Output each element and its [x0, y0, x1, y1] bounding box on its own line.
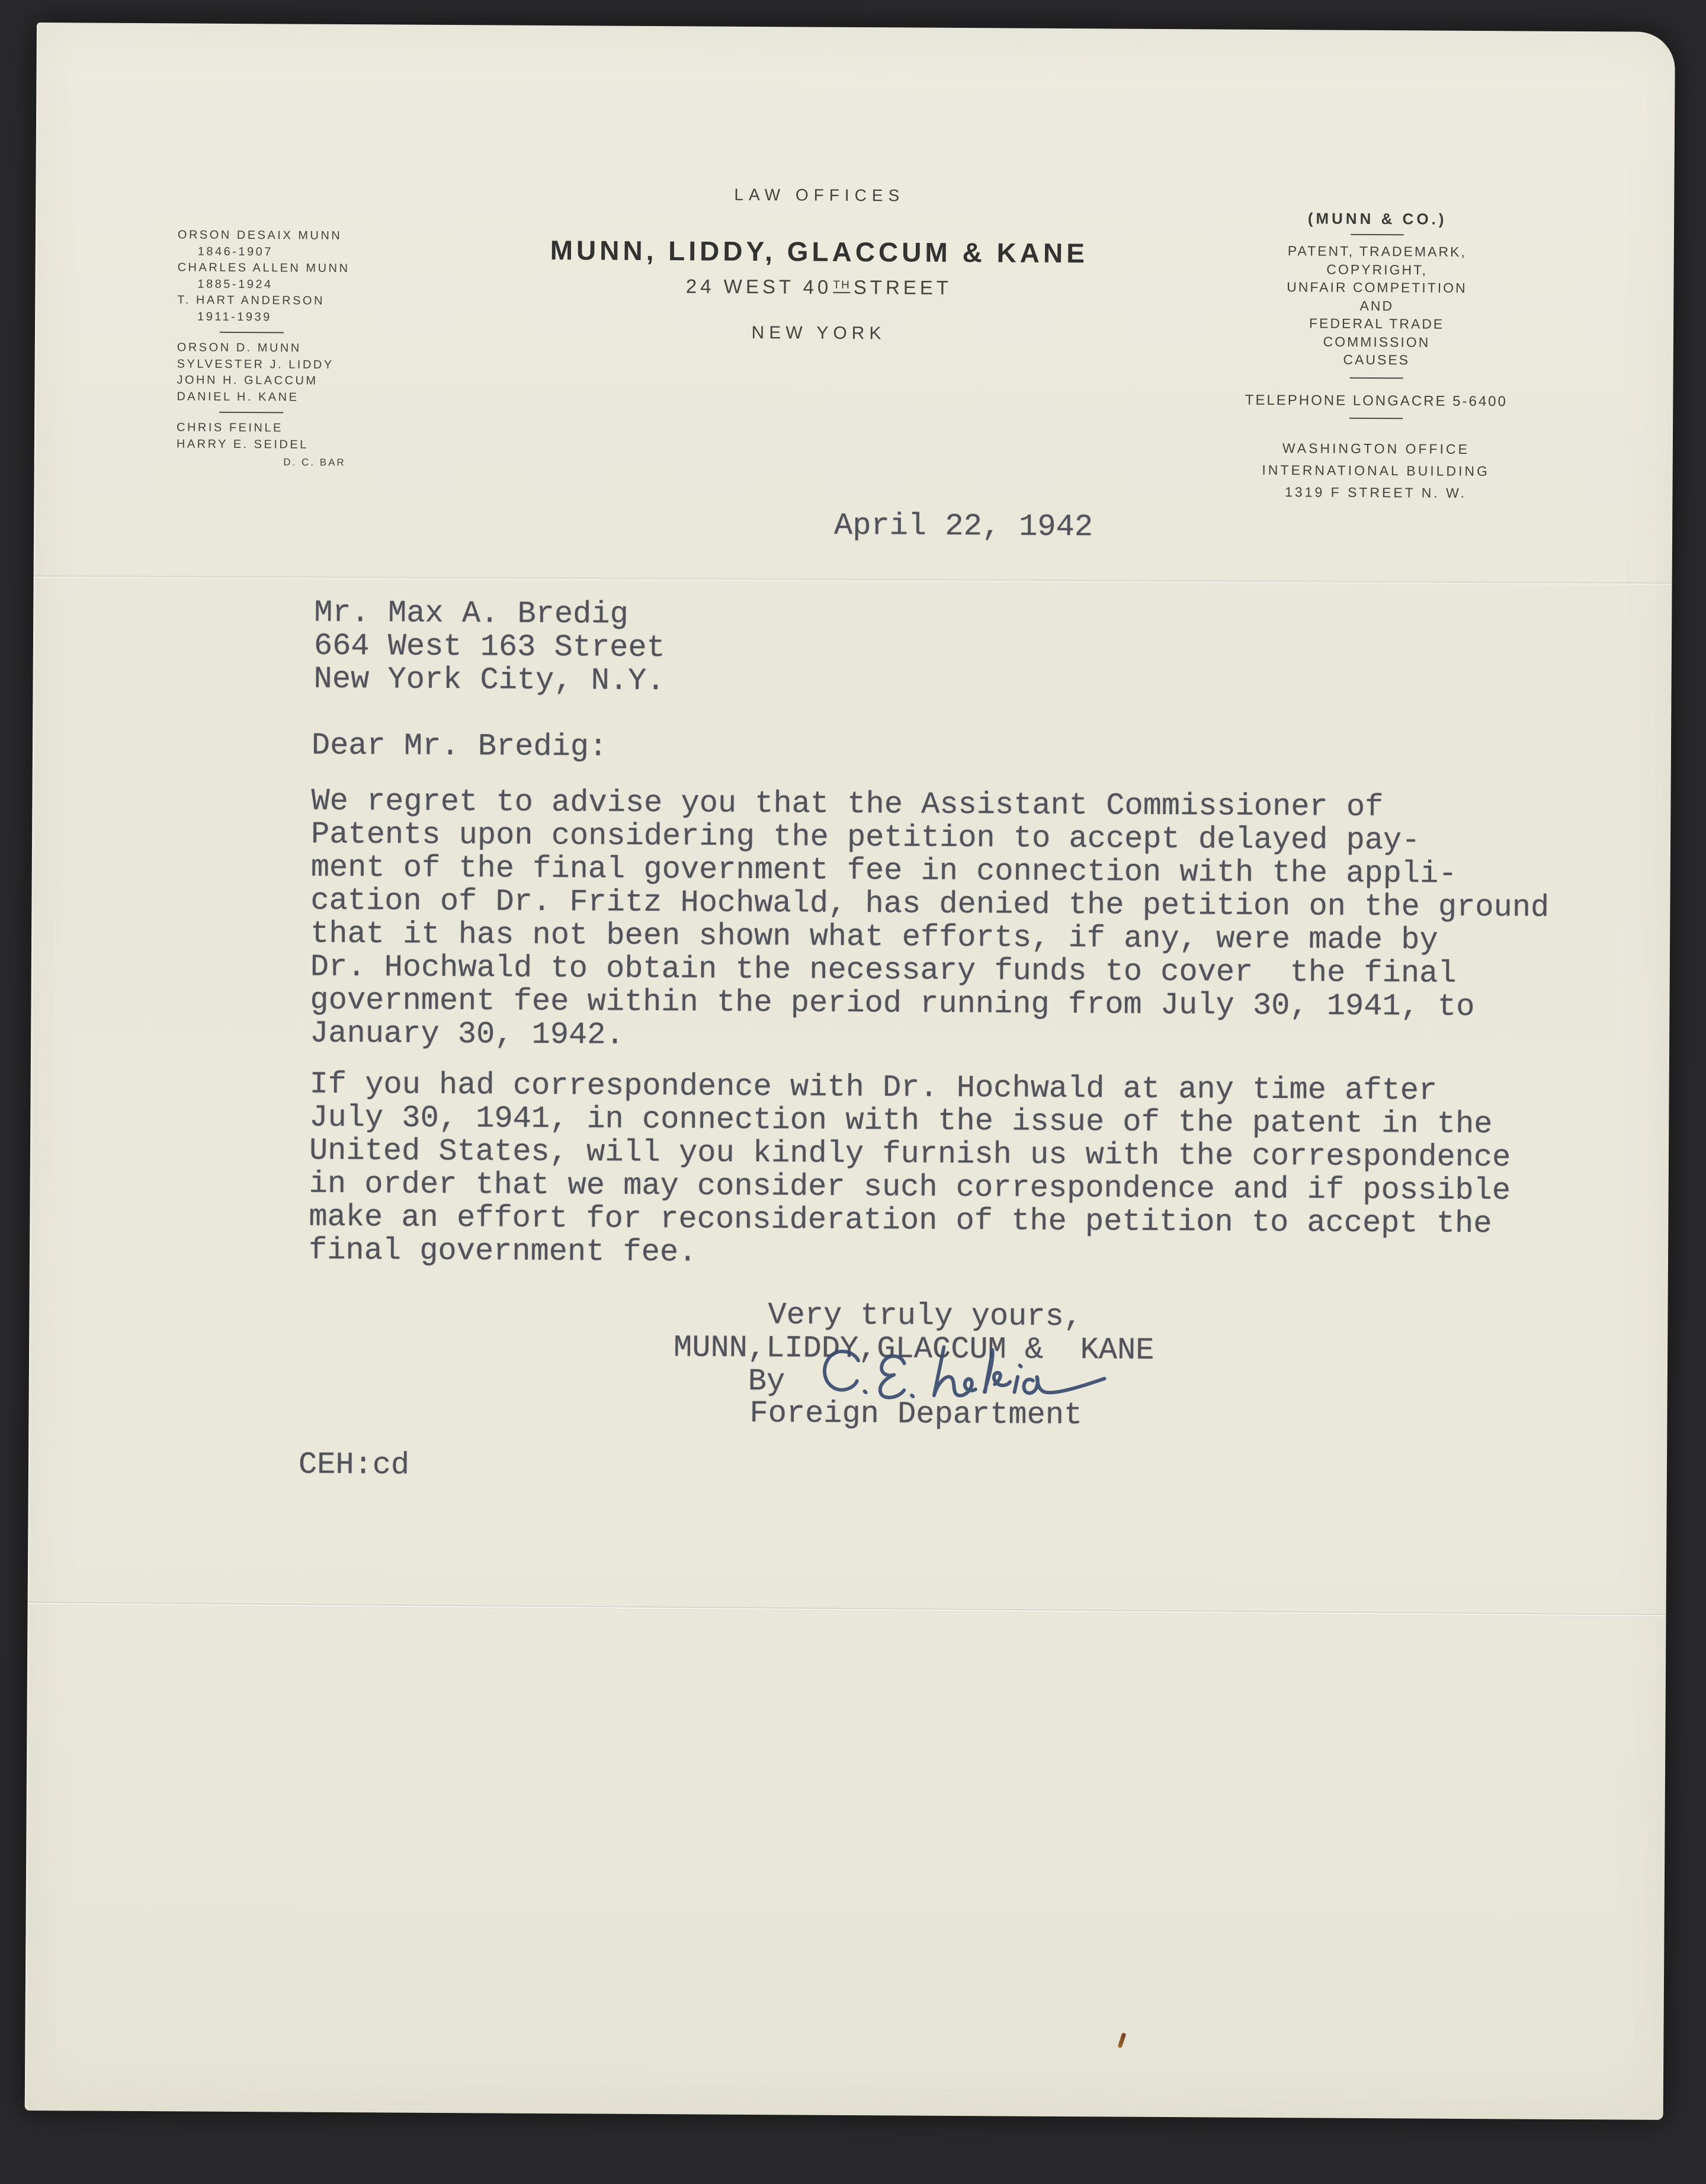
text-line: 664 West 163 Street	[313, 628, 666, 666]
text-line: AND	[1359, 297, 1394, 313]
body-paragraph-1: We regret to advise you that the Assistant Commissioner of Patents upon considering the petition to accept delayed pay- ment of the final government fee in connection with the appli- cation of Dr. Fritz Hochwald, has denied the petition on the ground that it has not been shown what efforts, if any, were made by Dr. Hochwald to obtain the necessary funds to cover the final government fee within the period running from July 30, 1941, to January 30, 1942.	[310, 783, 1550, 1053]
firm-name: MUNN, LIDDY, GLACCUM & KANE	[550, 234, 1089, 269]
partner-years: 1911-1939	[197, 310, 272, 324]
text-line: CAUSES	[1343, 351, 1410, 368]
divider	[219, 412, 283, 414]
bar-admission-note: D. C. BAR	[283, 456, 346, 469]
practice-areas	[1192, 241, 1562, 370]
signer-department: Foreign Department	[749, 1395, 1083, 1433]
street-number: 24 WEST 40	[685, 275, 832, 298]
text-line: WASHINGTON OFFICE	[1282, 440, 1470, 457]
text-line: New York City, N.Y.	[313, 661, 665, 699]
text-line: INTERNATIONAL BUILDING	[1262, 462, 1490, 479]
text-line: COPYRIGHT,	[1326, 261, 1428, 278]
partner-name: ORSON D. MUNN	[177, 341, 302, 355]
paper-fleck	[1118, 2032, 1127, 2048]
letterhead-center	[448, 184, 1190, 360]
partner-name: T. HART ANDERSON	[177, 293, 325, 308]
partner-name: DANIEL H. KANE	[177, 389, 299, 404]
salutation: Dear Mr. Bredig:	[311, 728, 608, 765]
law-offices-tagline: LAW OFFICES	[734, 185, 905, 205]
street-address	[448, 274, 1189, 300]
letterhead-right	[1191, 29, 1563, 517]
ordinal-superscript: TH	[833, 279, 851, 293]
associate-name: HARRY E. SEIDEL	[176, 437, 309, 451]
washington-office-block	[1191, 437, 1561, 505]
body-paragraph-2: If you had correspondence with Dr. Hochwald at any time after July 30, 1941, in connection with the issue of the patent in the United States, will you kindly furnish us with the correspondence in order that we may consider such correspondence and if possible make an effort for reconsideration of the petition to accept the final government fee.	[308, 1067, 1511, 1270]
text-line: 1319 F STREET N. W.	[1284, 484, 1467, 501]
divider	[220, 332, 284, 334]
letterhead-former-partners	[177, 227, 373, 470]
letter-page	[25, 23, 1675, 2120]
associate-name: CHRIS FEINLE	[177, 421, 283, 435]
partner-name: SYLVESTER J. LIDDY	[177, 357, 334, 372]
city-name: NEW YORK	[751, 322, 886, 344]
recipient-address	[313, 597, 665, 698]
divider	[1349, 418, 1403, 419]
partner-years: 1846-1907	[197, 245, 273, 258]
text-line: UNFAIR COMPETITION	[1287, 279, 1467, 296]
partner-name: ORSON DESAIX MUNN	[177, 228, 342, 242]
fold-crease-upper	[34, 575, 1672, 585]
valediction: Very truly yours,	[768, 1298, 1083, 1335]
text-line: FEDERAL TRADE	[1309, 315, 1445, 332]
partner-years: 1885-1924	[197, 277, 273, 291]
text-line: PATENT, TRADEMARK,	[1287, 243, 1467, 260]
reference-initials: CEH:cd	[298, 1447, 410, 1483]
partner-name: CHARLES ALLEN MUNN	[177, 261, 350, 276]
text-line: COMMISSION	[1323, 334, 1431, 350]
signing-firm-line: MUNN,LIDDY,GLACCUM & KANE	[673, 1330, 1155, 1368]
parent-firm-name: (MUNN & CO.)	[1307, 209, 1447, 228]
letter-date: April 22, 1942	[833, 508, 1093, 545]
fold-crease-lower	[28, 1602, 1666, 1618]
partner-name: JOHN H. GLACCUM	[177, 373, 318, 388]
text-line: Mr. Max A. Bredig	[314, 595, 628, 632]
divider	[1350, 377, 1403, 379]
divider	[1351, 234, 1404, 236]
by-label: By	[748, 1363, 785, 1400]
telephone-line: TELEPHONE LONGACRE 5-6400	[1245, 392, 1508, 410]
street-word: STREET	[853, 276, 953, 299]
